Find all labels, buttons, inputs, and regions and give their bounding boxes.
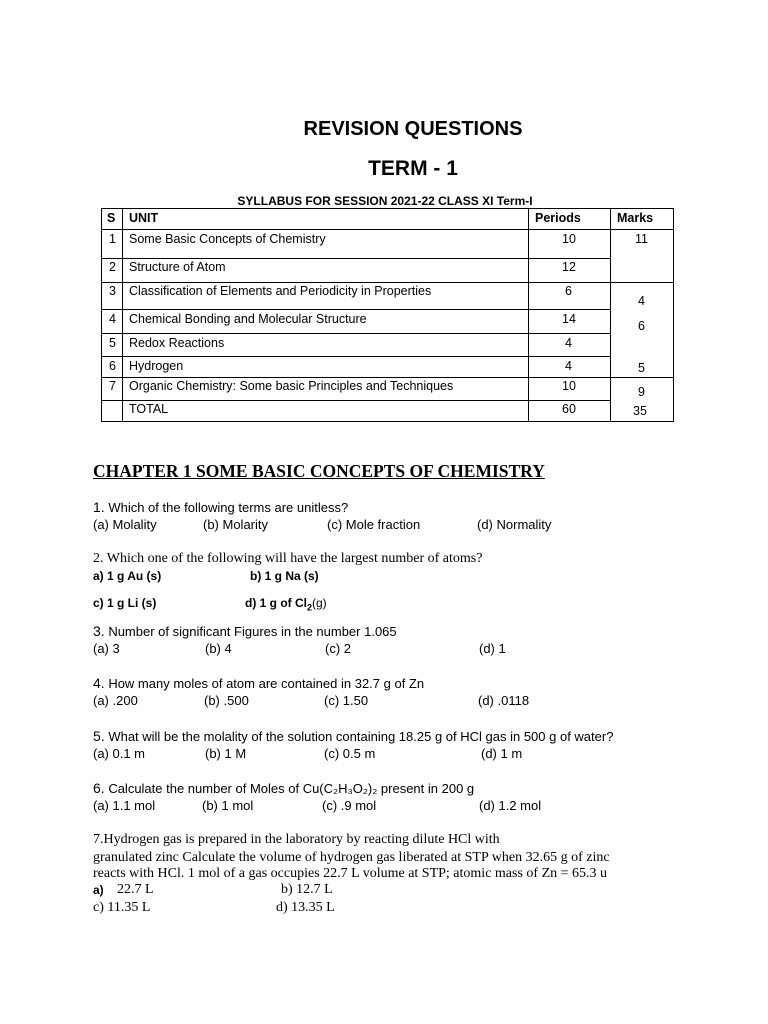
row-s: 7	[109, 379, 116, 393]
option: d) 1 g of $Cl_2(g)$	[245, 596, 327, 613]
option: (b) 4	[205, 641, 232, 656]
option: c) 11.35 L	[93, 900, 151, 915]
option: (c) 1.50	[324, 693, 369, 708]
option: b) 12.7 L	[281, 882, 333, 897]
option-label: a)	[93, 883, 104, 897]
row-unit: Hydrogen	[129, 359, 184, 373]
row-periods: 10	[562, 379, 576, 393]
option: (b) 1 M	[205, 746, 247, 761]
header-periods: Periods	[535, 211, 581, 225]
question-3: 3. Number of significant Figures in the number 1.065	[93, 623, 397, 639]
option: (c) Mole fraction	[327, 517, 421, 532]
header-s: S	[107, 211, 116, 225]
row-periods: 10	[562, 232, 576, 246]
marks-value: 6	[638, 319, 645, 333]
option: (c) 2	[325, 641, 351, 656]
option: (d) 1.2 mol	[479, 798, 542, 813]
option: (a) 1.1 mol	[93, 798, 156, 813]
question-4: 4. How many moles of atom are contained in 32.7 g of Zn	[93, 675, 425, 691]
option: (d) Normality	[477, 517, 552, 532]
option: a) 1 g Au (s)	[93, 569, 162, 583]
row-unit: Organic Chemistry: Some basic Principles and Techniques	[129, 379, 454, 393]
marks-value: 4	[638, 294, 645, 308]
question-5: 5. What will be the molality of the solution containing 18.25 g of HCl gas in 500 g of water?	[93, 728, 614, 744]
option: (b) Molarity	[203, 517, 269, 532]
row-periods: 14	[562, 312, 576, 326]
row-s: 6	[109, 359, 116, 373]
row-s: 5	[109, 336, 116, 350]
option: d) 13.35 L	[276, 900, 335, 915]
option: (d) .0118	[478, 693, 530, 708]
question-7-line: reacts with HCl. 1 mol of a gas occupies 22.7 L volume at STP; atomic mass of Zn = 65.3 u	[93, 866, 608, 881]
option: (a) 0.1 m	[93, 746, 146, 761]
option: (d) 1 m	[481, 746, 523, 761]
term-heading: TERM - 1	[368, 157, 458, 180]
row-periods: 4	[565, 359, 572, 373]
row-unit: Redox Reactions	[129, 336, 225, 350]
option: c) 1 g Li (s)	[93, 596, 157, 610]
row-s: 4	[109, 312, 116, 326]
option: (c) 0.5 m	[324, 746, 376, 761]
row-unit: Chemical Bonding and Molecular Structure	[129, 312, 367, 326]
option: (b) 1 mol	[202, 798, 254, 813]
option: (a) 3	[93, 641, 120, 656]
marks-value: 5	[638, 361, 645, 375]
syllabus-caption: SYLLABUS FOR SESSION 2021-22 CLASS XI Term-I	[237, 194, 533, 208]
row-s: 2	[109, 260, 116, 274]
question-2: 2. Which one of the following will have the largest number of atoms?	[93, 551, 483, 566]
page-title: REVISION QUESTIONS	[303, 118, 523, 140]
header-unit: UNIT	[129, 211, 159, 225]
question-6: 6. Calculate the number of Moles of Cu(C₂H₃O₂)₂ present in 200 g	[93, 780, 475, 796]
option: 22.7 L	[117, 882, 154, 897]
header-marks: Marks	[617, 211, 654, 225]
row-unit: Some Basic Concepts of Chemistry	[129, 232, 326, 246]
question-7-line: granulated zinc Calculate the volume of hydrogen gas liberated at STP when 32.65 g of zinc	[93, 850, 610, 865]
question-1: 1. Which of the following terms are unitless?	[93, 499, 349, 515]
option: (c) .9 mol	[322, 798, 377, 813]
chapter-heading: CHAPTER 1 SOME BASIC CONCEPTS OF CHEMISTRY	[93, 461, 545, 481]
option: (a) .200	[93, 693, 138, 708]
row-unit: Structure of Atom	[129, 260, 226, 274]
syllabus-table	[101, 208, 674, 422]
row-s: 1	[109, 232, 116, 246]
row-periods: 12	[562, 260, 576, 274]
option: (d) 1	[479, 641, 506, 656]
option: (b) .500	[204, 693, 249, 708]
option: b) 1 g Na (s)	[250, 569, 319, 583]
row-periods: 4	[565, 336, 572, 350]
marks-value: 9	[638, 385, 645, 399]
row-periods: 6	[565, 284, 572, 298]
row-periods-total: 60	[562, 402, 576, 416]
row-unit-total: TOTAL	[129, 402, 169, 416]
option: (a) Molality	[93, 517, 157, 532]
row-unit: Classification of Elements and Periodicity in Properties	[129, 284, 432, 298]
marks-value: 35	[633, 404, 647, 418]
marks-value: 11	[635, 232, 648, 246]
question-7: 7.Hydrogen gas is prepared in the laboratory by reacting dilute HCl with	[93, 832, 500, 847]
row-s: 3	[109, 284, 116, 298]
